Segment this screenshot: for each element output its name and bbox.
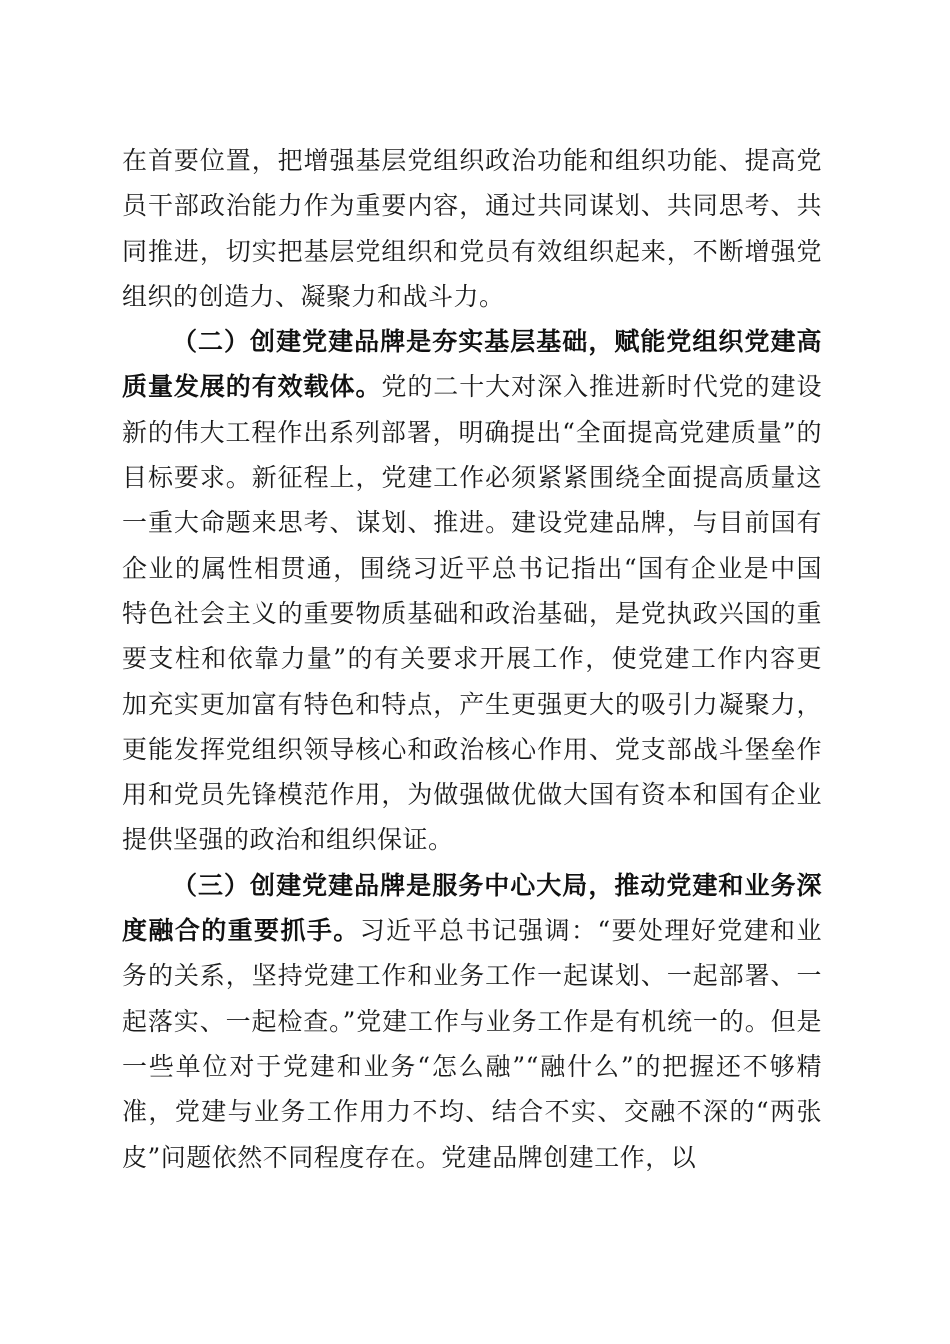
paragraph-body: 习近平总书记强调：“要处理好党建和业务的关系，坚持党建工作和业务工作一起谋划、一起部署、一起落实、一起检查。”党建工作与业务工作是有机统一的。但是一些单位对于党建和业务“怎么融”“融什么”的把握还不够精准，党建与业务工作用力不均、结合不实、交融不深的“两张皮”问题依然不同程度存在。党建品牌创建工作，以 [122,916,822,1172]
paragraph-body: 在首要位置，把增强基层党组织政治功能和组织功能、提高党员干部政治能力作为重要内容，通过共同谋划、共同思考、共同推进，切实把基层党组织和党员有效组织起来，不断增强党组织的创造力、凝聚力和战斗力。 [122,146,822,311]
section-heading: （二）创建党建品牌是夯实基层基础，赋能党组织党建高质量发展的有效载体。 [122,327,822,402]
paragraph-section-three [122,863,822,1180]
paragraph-section-two [122,319,822,863]
document-body [122,138,822,1180]
paragraph-body: 党的二十大对深入推进新时代党的建设新的伟大工程作出系列部署，明确提出“全面提高党建质量”的目标要求。新征程上，党建工作必须紧紧围绕全面提高质量这一重大命题来思考、谋划、推进。建设党建品牌，与目前国有企业的属性相贯通，围绕习近平总书记指出“国有企业是中国特色社会主义的重要物质基础和政治基础，是党执政兴国的重要支柱和依靠力量”的有关要求开展工作，使党建工作内容更加充实更加富有特色和特点，产生更强更大的吸引力凝聚力，更能发挥党组织领导核心和政治核心作用、党支部战斗堡垒作用和党员先锋模范作用，为做强做优做大国有资本和国有企业提供坚强的政治和组织保证。 [122,372,822,855]
paragraph-continuation [122,138,822,319]
section-heading: （三）创建党建品牌是服务中心大局，推动党建和业务深度融合的重要抓手。 [122,870,822,946]
